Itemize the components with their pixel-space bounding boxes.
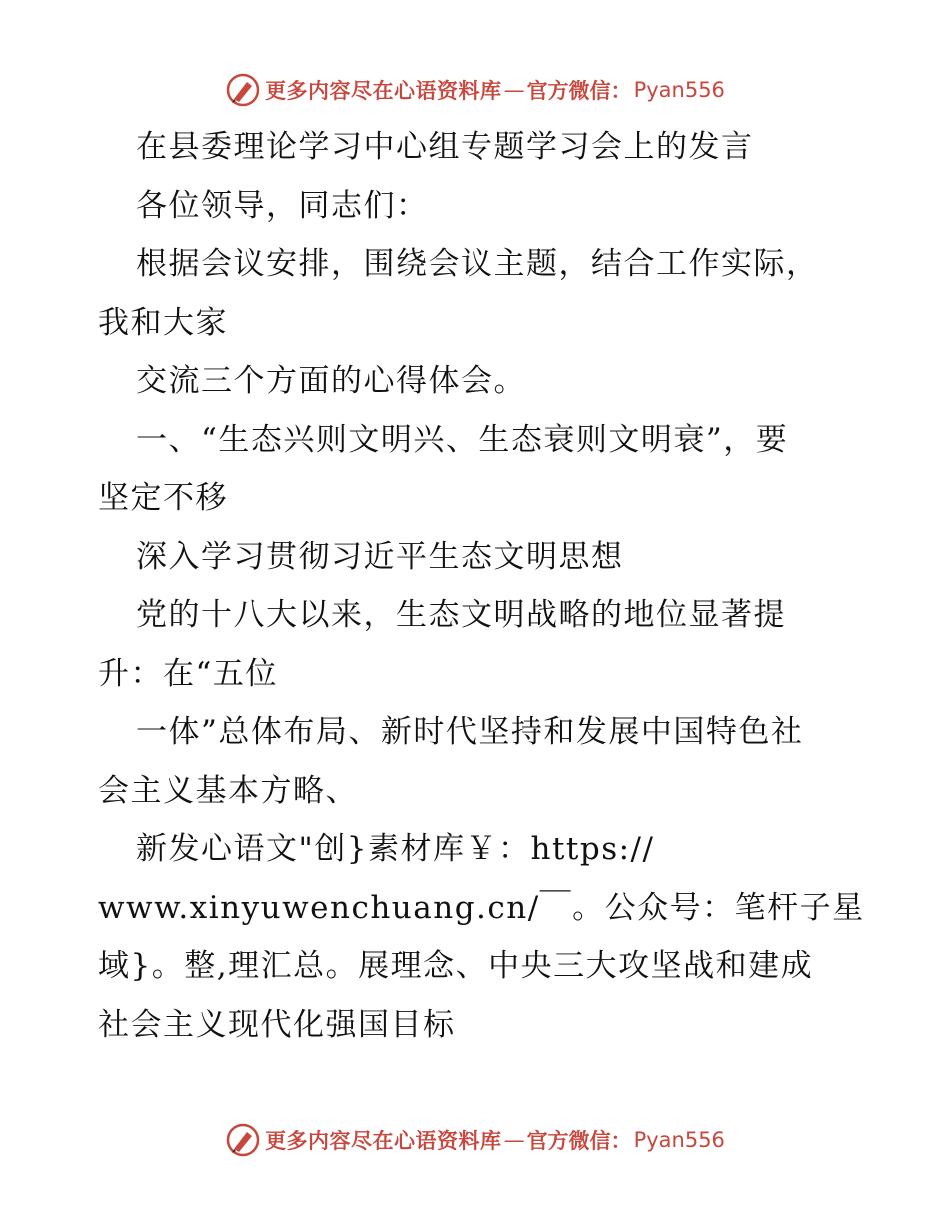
document-title: 在县委理论学习中心组专题学习会上的发言 [136, 129, 754, 165]
paragraph-line: 党的十八大以来，生态文明战略的地位显著提 [136, 597, 786, 633]
banner-separator: — [503, 78, 525, 102]
paragraph-line: 域}。整,理汇总。展理念、中央三大攻坚战和建成 [98, 948, 814, 984]
paragraph-line: 根据会议安排，围绕会议主题，结合工作实际， [136, 246, 819, 282]
footer-banner [0, 1118, 950, 1162]
banner-separator: — [503, 1128, 525, 1152]
paragraph-line: 社会主义现代化强国目标 [98, 1006, 456, 1043]
salutation: 各位领导，同志们： [136, 187, 429, 224]
header-banner [0, 68, 950, 112]
paragraph-line: 会主义基本方略、 [98, 772, 358, 809]
paragraph-line: 一体”总体布局、新时代坚持和发展中国特色社 [136, 714, 804, 750]
paragraph-line: 我和大家 [98, 304, 228, 341]
pen-logo-icon [225, 72, 261, 108]
banner-wechat-label: 官方微信： [526, 79, 632, 103]
paragraph-line: 新发心语文"创}素材库￥：https:// [136, 831, 655, 867]
pen-logo-icon [225, 1122, 261, 1158]
banner-wechat-label: 官方微信： [526, 1129, 632, 1153]
banner-wechat-id: Pyan556 [633, 78, 725, 102]
paragraph-line: 交流三个方面的心得体会。 [136, 363, 526, 399]
banner-text: 更多内容尽在心语资料库 [265, 1129, 502, 1153]
paragraph-line: 深入学习贯彻习近平生态文明思想 [136, 538, 624, 575]
paragraph-line: 升：在“五位 [98, 655, 278, 692]
document-body [98, 118, 865, 1054]
section-heading-line: 坚定不移 [98, 480, 228, 516]
banner-wechat-id: Pyan556 [633, 1128, 725, 1152]
section-heading-line: 一、“生态兴则文明兴、生态衰则文明衰”，要 [136, 421, 789, 458]
banner-text: 更多内容尽在心语资料库 [265, 79, 502, 103]
paragraph-line: www.xinyuwenchuang.cn/￣。公众号：笔杆子星 [98, 889, 865, 926]
